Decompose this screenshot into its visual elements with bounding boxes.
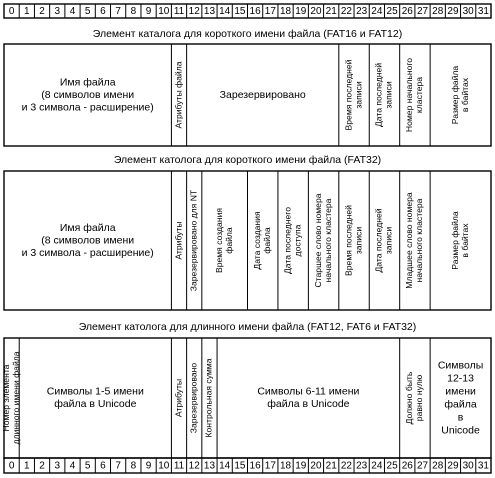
- bottom-byte-number-17: 17: [264, 460, 276, 472]
- top-byte-number-2: 2: [39, 6, 45, 18]
- bottom-byte-number-20: 20: [310, 460, 322, 472]
- bottom-byte-number-28: 28: [432, 460, 444, 472]
- top-byte-number-1: 1: [24, 6, 30, 18]
- table-2-field-8-label: записи: [353, 226, 364, 255]
- top-byte-number-3: 3: [54, 6, 61, 18]
- bottom-byte-number-8: 8: [130, 460, 137, 472]
- top-byte-number-7: 7: [115, 6, 121, 18]
- top-byte-number-29: 29: [447, 6, 459, 18]
- bottom-byte-number-3: 3: [54, 460, 61, 472]
- table-1-field-5-label: Дата последней: [373, 62, 384, 128]
- top-byte-number-12: 12: [188, 6, 200, 18]
- table-3-field-8-label: в: [457, 411, 464, 424]
- table-1-title: Элемент каталога для короткого имени файла (FAT16 и FAT12): [92, 27, 403, 40]
- bottom-byte-number-16: 16: [249, 460, 261, 472]
- table-2-field-4-label: Время создания: [213, 207, 224, 274]
- table-3-field-1-label: Номер элемента: [0, 364, 11, 432]
- top-byte-number-16: 16: [249, 6, 261, 18]
- table-3-field-6-label: файла в Unicode: [267, 398, 350, 411]
- table-3-field-7-label: Должно быть: [404, 371, 415, 425]
- top-byte-number-0: 0: [8, 6, 15, 18]
- table-1-field-7-label: в байтах: [459, 77, 470, 113]
- table-2-field-9-label: записи: [383, 226, 394, 255]
- top-byte-number-26: 26: [401, 6, 413, 18]
- bottom-byte-number-18: 18: [279, 460, 292, 472]
- table-3-field-8-label: Символы: [437, 359, 484, 372]
- top-byte-number-8: 8: [130, 6, 137, 18]
- bottom-byte-number-14: 14: [219, 460, 231, 472]
- table-1-field-4-label: Время последней: [343, 59, 354, 131]
- table-2-field-7-label: Старшее слово номера: [312, 193, 323, 288]
- table-2-field-2-label: Атрибуты: [173, 221, 184, 260]
- table-1-field-6-label: Номер начального: [404, 57, 415, 133]
- bottom-byte-number-23: 23: [356, 460, 368, 472]
- table-2-field-5-label: файла: [261, 227, 272, 254]
- table-1-field-1-label: (8 символов имени: [41, 88, 135, 101]
- table-1-field-1-label: Имя файла: [59, 76, 116, 89]
- table-3-field-4-label: Зарезервировано: [188, 362, 199, 434]
- table-2-field-9-label: Дата последней: [373, 208, 384, 273]
- table-2-field-8-label: Время последней: [343, 205, 354, 276]
- bottom-byte-number-13: 13: [203, 460, 216, 472]
- table-3-field-8-label: файла: [444, 398, 477, 411]
- top-byte-number-9: 9: [145, 6, 152, 18]
- bottom-byte-number-15: 15: [234, 460, 246, 472]
- bottom-byte-number-4: 4: [69, 460, 76, 472]
- table-1-field-2-label: Атрибуты файла: [173, 61, 184, 129]
- table-2-field-3-label: Зарезервировано для NT: [188, 189, 199, 292]
- bottom-byte-number-29: 29: [447, 460, 459, 472]
- top-byte-number-15: 15: [234, 6, 246, 18]
- bottom-byte-number-7: 7: [115, 460, 121, 472]
- table-1-field-4-label: записи: [353, 81, 364, 109]
- top-byte-number-24: 24: [371, 6, 383, 18]
- top-byte-number-18: 18: [279, 6, 292, 18]
- bottom-byte-number-21: 21: [325, 460, 337, 472]
- bottom-byte-number-1: 1: [24, 460, 30, 472]
- bottom-byte-number-10: 10: [158, 460, 170, 472]
- top-byte-number-4: 4: [69, 6, 76, 18]
- top-byte-number-13: 13: [203, 6, 216, 18]
- top-byte-number-28: 28: [432, 6, 444, 18]
- table-2-field-10-label: Младшее слово номера: [404, 192, 415, 289]
- table-2-field-11-label: Размер файла: [449, 211, 460, 270]
- table-2-field-1-label: Имя файла: [59, 221, 116, 234]
- bottom-byte-number-25: 25: [386, 460, 398, 472]
- bottom-byte-number-30: 30: [462, 460, 474, 472]
- table-2-field-6-label: доступа: [292, 224, 303, 257]
- bottom-byte-number-12: 12: [188, 460, 200, 472]
- bottom-byte-number-27: 27: [416, 460, 429, 472]
- bottom-byte-number-19: 19: [295, 460, 307, 472]
- bottom-byte-number-5: 5: [84, 460, 91, 472]
- table-3-field-8-label: имени: [445, 385, 476, 398]
- table-2-field-4-label: файла: [223, 227, 234, 254]
- table-1-field-6-label: кластера: [414, 76, 425, 114]
- table-2-field-1-label: и 3 символа - расширение): [21, 246, 154, 259]
- top-byte-number-14: 14: [219, 6, 231, 18]
- table-2-field-6-label: Дата последнего: [282, 206, 293, 275]
- bottom-byte-number-26: 26: [401, 460, 413, 472]
- top-byte-number-21: 21: [325, 6, 337, 18]
- table-2-field-5-label: Дата создания: [251, 211, 262, 270]
- table-1-field-5-label: записи: [383, 81, 394, 109]
- top-byte-number-27: 27: [416, 6, 429, 18]
- top-byte-number-22: 22: [340, 6, 352, 18]
- table-3-field-8-label: Unicode: [441, 424, 480, 437]
- bottom-byte-number-2: 2: [39, 460, 45, 472]
- top-byte-number-20: 20: [310, 6, 322, 18]
- bottom-byte-number-31: 31: [477, 460, 489, 472]
- top-byte-number-17: 17: [264, 6, 276, 18]
- top-byte-number-25: 25: [386, 6, 398, 18]
- top-byte-number-6: 6: [100, 6, 106, 18]
- table-1-field-3-label: Зарезервировано: [219, 88, 306, 101]
- table-3-field-8-label: 12-13: [447, 372, 474, 385]
- table-3-field-7-label: равно нулю: [414, 374, 425, 422]
- bottom-byte-number-11: 11: [173, 460, 185, 472]
- bottom-byte-number-0: 0: [8, 460, 15, 472]
- bottom-byte-number-9: 9: [145, 460, 152, 472]
- table-3-field-2-label: Символы 1-5 имени: [46, 385, 144, 398]
- table-2-field-10-label: начального кластера: [414, 198, 425, 283]
- table-3-field-6-label: Символы 6-11 имени: [257, 385, 360, 398]
- top-byte-number-31: 31: [477, 6, 489, 18]
- top-byte-number-30: 30: [462, 6, 474, 18]
- top-byte-number-19: 19: [295, 6, 307, 18]
- table-3-title: Элемент католога для длинного имени файла (FAT12, FAT6 и FAT32): [78, 320, 417, 333]
- table-2-title: Элемент католога для короткого имени файла (FAT32): [113, 153, 382, 166]
- top-byte-number-5: 5: [84, 6, 91, 18]
- bottom-byte-number-22: 22: [340, 460, 352, 472]
- table-1-field-1-label: и 3 символа - расширение): [21, 101, 154, 114]
- top-byte-number-10: 10: [158, 6, 170, 18]
- table-3-field-2-label: файла в Unicode: [54, 398, 137, 411]
- table-3-field-1-label: длинного имени файла: [10, 351, 21, 445]
- table-3-field-3-label: Атрибуты: [173, 378, 184, 418]
- table-3-field-5-label: Контрольная сумма: [203, 358, 214, 438]
- bottom-byte-number-24: 24: [371, 460, 383, 472]
- table-2-field-7-label: начального кластера: [322, 198, 333, 283]
- table-2-field-11-label: в байтах: [459, 223, 470, 258]
- top-byte-number-23: 23: [356, 6, 368, 18]
- table-1-field-7-label: Размер файла: [449, 65, 460, 125]
- table-2-field-1-label: (8 символов имени: [41, 234, 135, 247]
- top-byte-number-11: 11: [173, 6, 185, 18]
- bottom-byte-number-6: 6: [100, 460, 106, 472]
